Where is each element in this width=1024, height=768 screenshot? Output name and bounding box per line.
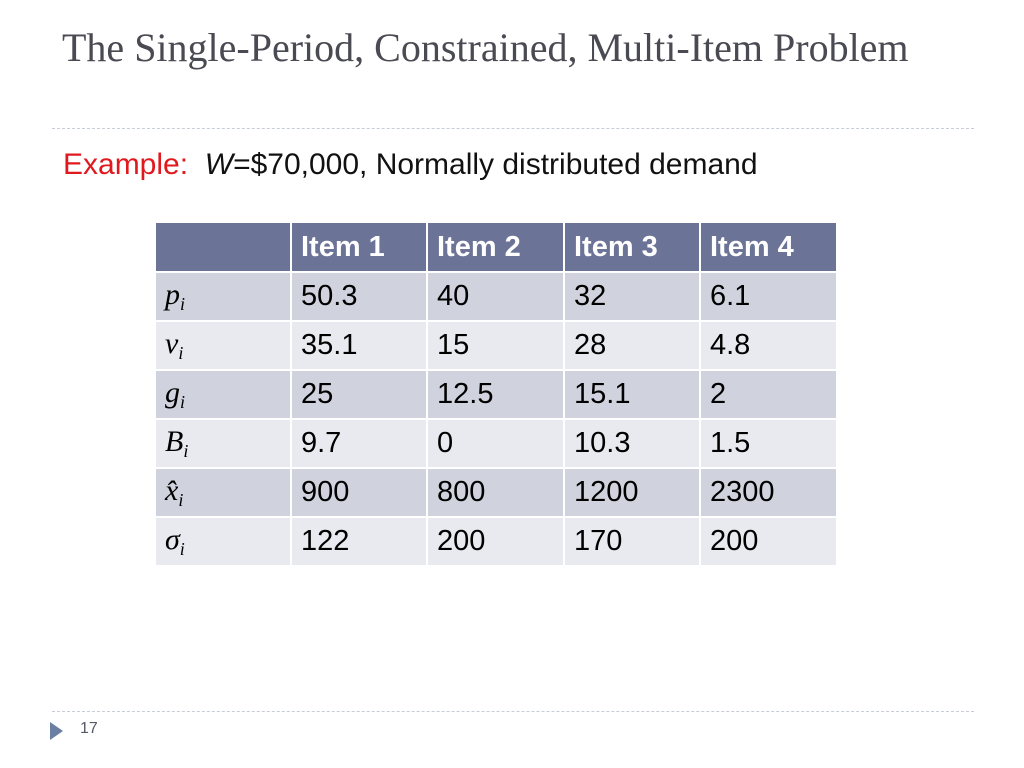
table-row xyxy=(155,517,837,566)
header-cell-item-1: Item 1 xyxy=(291,222,427,272)
row-symbol: $B_i$ xyxy=(155,419,291,468)
table-cell: 900 xyxy=(291,468,427,517)
table-cell: 25 xyxy=(291,370,427,419)
header-cell-item-4: Item 4 xyxy=(700,222,837,272)
table-row xyxy=(155,321,837,370)
table-cell: 200 xyxy=(427,517,564,566)
row-symbol: $x̂_i$ xyxy=(155,468,291,517)
table-row xyxy=(155,419,837,468)
table-cell: 15.1 xyxy=(564,370,700,419)
footer-divider xyxy=(52,711,974,712)
header-cell-corner xyxy=(155,222,291,272)
header-cell-item-2: Item 2 xyxy=(427,222,564,272)
table-cell: 15 xyxy=(427,321,564,370)
row-symbol: $p_i$ xyxy=(155,272,291,321)
table-cell: 800 xyxy=(427,468,564,517)
table-cell: 10.3 xyxy=(564,419,700,468)
row-symbol: $g_i$ xyxy=(155,370,291,419)
table-header-row xyxy=(155,222,837,272)
table-cell: 122 xyxy=(291,517,427,566)
table-cell: 200 xyxy=(700,517,837,566)
table-row xyxy=(155,370,837,419)
example-line xyxy=(63,146,758,184)
example-description: =$70,000, Normally distributed demand xyxy=(233,148,758,181)
table-row xyxy=(155,468,837,517)
table-cell: 0 xyxy=(427,419,564,468)
table-cell: 1.5 xyxy=(700,419,837,468)
table-cell: 4.8 xyxy=(700,321,837,370)
table-cell: 1200 xyxy=(564,468,700,517)
page-number: 17 xyxy=(80,720,98,737)
table-row xyxy=(155,272,837,321)
item-parameters-table xyxy=(154,221,838,567)
table-cell: 32 xyxy=(564,272,700,321)
table-cell: 28 xyxy=(564,321,700,370)
row-symbol: $\sigma_i$ xyxy=(155,517,291,566)
triangle-bullet-icon xyxy=(50,722,63,740)
table-cell: 50.3 xyxy=(291,272,427,321)
example-label: Example: xyxy=(63,148,189,181)
table-cell: 9.7 xyxy=(291,419,427,468)
row-symbol: $v_i$ xyxy=(155,321,291,370)
table-cell: 12.5 xyxy=(427,370,564,419)
table-cell: 2 xyxy=(700,370,837,419)
budget-variable: W xyxy=(204,148,234,181)
table-cell: 6.1 xyxy=(700,272,837,321)
table-cell: 2300 xyxy=(700,468,837,517)
table-cell: 40 xyxy=(427,272,564,321)
header-cell-item-3: Item 3 xyxy=(564,222,700,272)
table-cell: 35.1 xyxy=(291,321,427,370)
slide-title: The Single-Period, Constrained, Multi-Item Problem xyxy=(62,25,909,70)
table-cell: 170 xyxy=(564,517,700,566)
title-divider xyxy=(52,128,974,129)
